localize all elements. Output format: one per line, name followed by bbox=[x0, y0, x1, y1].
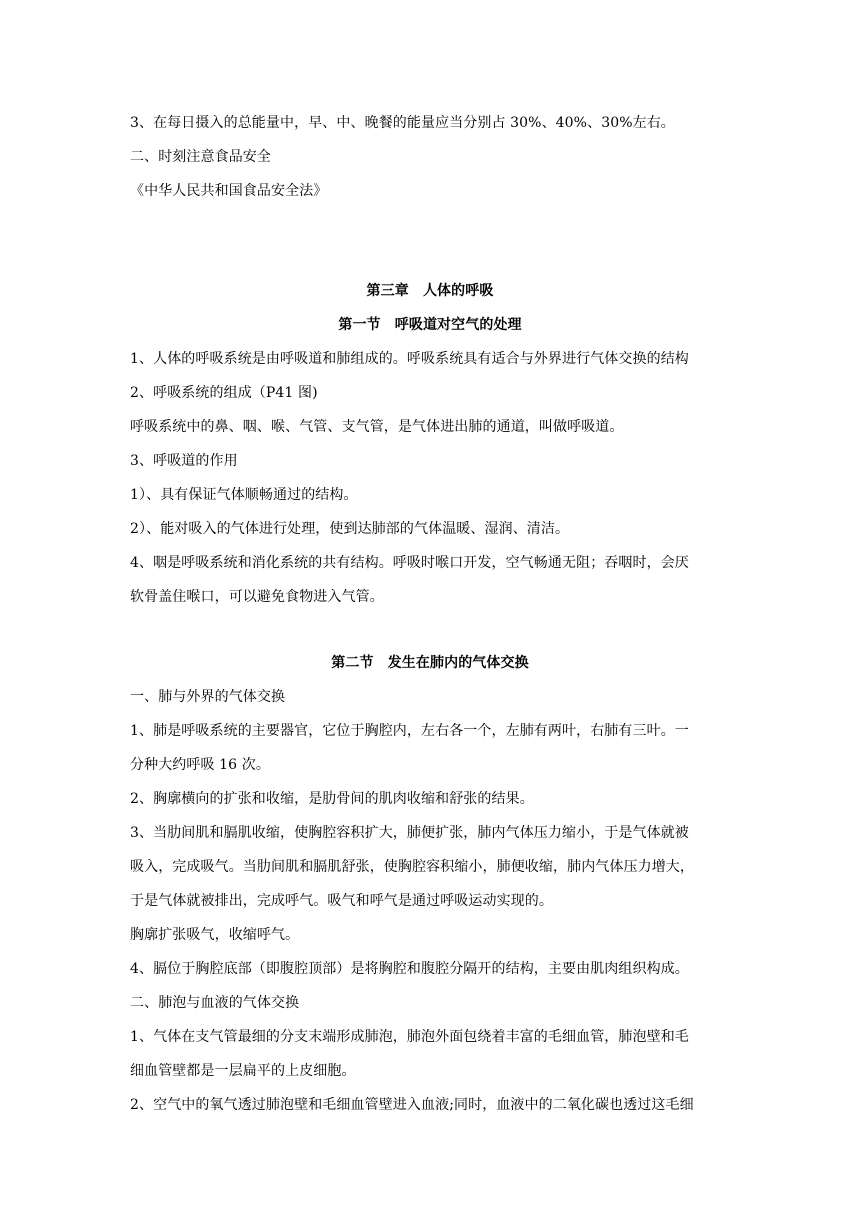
text-line: 4、咽是呼吸系统和消化系统的共有结构。呼吸时喉口开发，空气畅通无阻；吞咽时，会厌 bbox=[130, 555, 689, 571]
section-heading: 二、时刻注意食品安全 bbox=[130, 149, 271, 165]
text-line: 细血管壁都是一层扁平的上皮细胞。 bbox=[130, 1063, 356, 1079]
text-line: 于是气体就被排出，完成呼气。吸气和呼气是通过呼吸运动实现的。 bbox=[130, 893, 553, 909]
text-line: 《中华人民共和国食品安全法》 bbox=[130, 183, 328, 199]
text-line: 1、人体的呼吸系统是由呼吸道和肺组成的。呼吸系统具有适合与外界进行气体交换的结构 bbox=[130, 351, 689, 367]
section-heading: 一、肺与外界的气体交换 bbox=[130, 689, 286, 705]
text-line: 软骨盖住喉口，可以避免食物进入气管。 bbox=[130, 589, 384, 605]
section-heading: 二、肺泡与血液的气体交换 bbox=[130, 995, 300, 1011]
section-title: 第一节 呼吸道对空气的处理 bbox=[338, 317, 522, 333]
text-line: 吸入，完成吸气。当肋间肌和膈肌舒张，使胸腔容积缩小，肺便收缩，肺内气体压力增大， bbox=[130, 859, 694, 875]
text-line: 3、当肋间肌和膈肌收缩，使胸腔容积扩大，肺便扩张，肺内气体压力缩小，于是气体就被 bbox=[130, 825, 689, 841]
text-line: 分种大约呼吸 16 次。 bbox=[130, 757, 270, 773]
document-page bbox=[130, 0, 730, 1216]
chapter-title: 第三章 人体的呼吸 bbox=[366, 283, 494, 299]
text-line: 1、肺是呼吸系统的主要器官，它位于胸腔内，左右各一个，左肺有两叶，右肺有三叶。一 bbox=[130, 723, 689, 739]
text-line: 呼吸系统中的鼻、咽、喉、气管、支气管，是气体进出肺的通道，叫做呼吸道。 bbox=[130, 419, 624, 435]
section-title: 第二节 发生在肺内的气体交换 bbox=[331, 655, 529, 671]
text-line: 1）、具有保证气体顺畅通过的结构。 bbox=[130, 487, 358, 503]
text-line: 胸廓扩张吸气，收缩呼气。 bbox=[130, 927, 300, 943]
text-line: 2、胸廓横向的扩张和收缩，是肋骨间的肌肉收缩和舒张的结果。 bbox=[130, 791, 534, 807]
text-line: 3、在每日摄入的总能量中，早、中、晚餐的能量应当分别占 30%、40%、30%左右。 bbox=[130, 115, 675, 131]
text-line: 2、呼吸系统的组成（P41 图) bbox=[130, 385, 318, 401]
text-line: 3、呼吸道的作用 bbox=[130, 453, 238, 469]
text-line: 1、气体在支气管最细的分支末端形成肺泡，肺泡外面包绕着丰富的毛细血管，肺泡壁和毛 bbox=[130, 1029, 689, 1045]
text-line: 2、空气中的氧气透过肺泡壁和毛细血管壁进入血液;同时，血液中的二氧化碳也透过这毛细 bbox=[130, 1097, 694, 1113]
text-line: 4、膈位于胸腔底部（即腹腔顶部）是将胸腔和腹腔分隔开的结构，主要由肌肉组织构成。 bbox=[130, 961, 689, 977]
text-line: 2）、能对吸入的气体进行处理，使到达肺部的气体温暖、湿润、清洁。 bbox=[130, 521, 570, 537]
